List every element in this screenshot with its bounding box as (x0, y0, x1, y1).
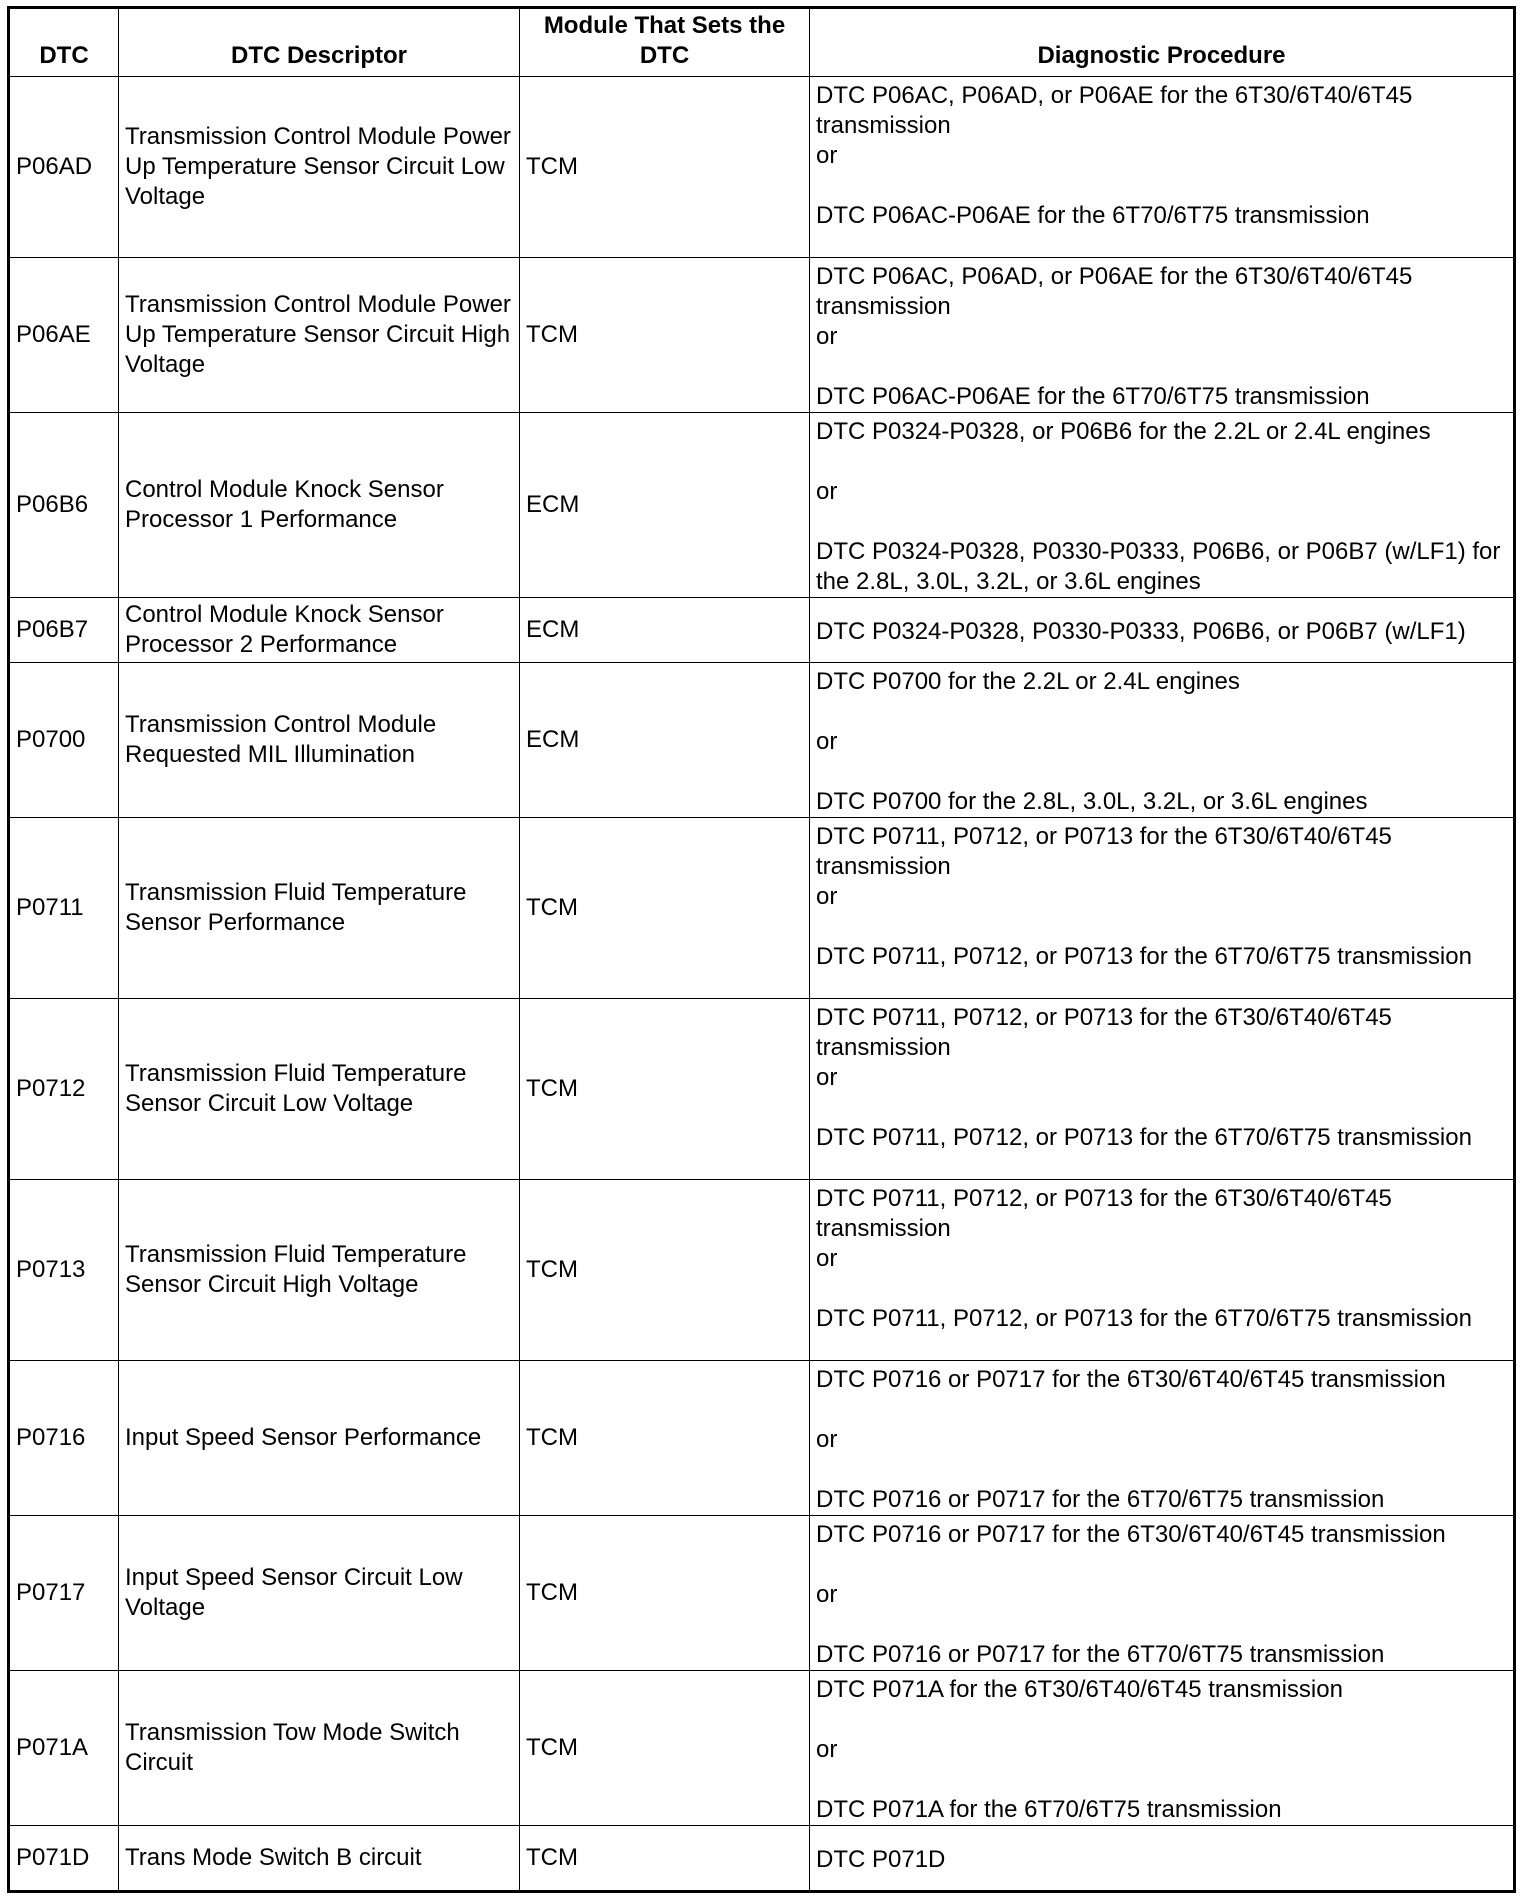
cell-procedure (810, 1826, 1515, 1892)
cell-procedure (810, 663, 1515, 818)
procedure-line: DTC P06AC-P06AE for the 6T70/6T75 transmission (816, 383, 1370, 410)
cell-dtc: P071D (9, 1826, 119, 1892)
procedure-line: or (816, 1581, 838, 1608)
cell-module: TCM (520, 258, 810, 413)
cell-module: TCM (520, 1180, 810, 1361)
procedure-line: DTC P0716 or P0717 for the 6T30/6T40/6T45 transmission (816, 1366, 1446, 1393)
cell-module: TCM (520, 1671, 810, 1826)
cell-module: ECM (520, 663, 810, 818)
procedure-line: DTC P06AC-P06AE for the 6T70/6T75 transmission (816, 202, 1370, 229)
procedure-line: DTC P071A for the 6T30/6T40/6T45 transmission (816, 1676, 1343, 1703)
header-dtc: DTC (9, 8, 119, 77)
table-row (9, 818, 1515, 999)
cell-descriptor: Input Speed Sensor Circuit Low Voltage (119, 1516, 520, 1671)
cell-module: ECM (520, 598, 810, 663)
procedure-line: or (816, 883, 838, 910)
cell-descriptor: Trans Mode Switch B circuit (119, 1826, 520, 1892)
procedure-line: DTC P0711, P0712, or P0713 for the 6T30/6T40/6T45 transmission (816, 1185, 1392, 1242)
procedure-line: DTC P06AC, P06AD, or P06AE for the 6T30/6T40/6T45 transmission (816, 82, 1413, 139)
cell-procedure (810, 1516, 1515, 1671)
cell-dtc: P0717 (9, 1516, 119, 1671)
procedure-line: or (816, 1736, 838, 1763)
header-module: Module That Sets the DTC (520, 8, 810, 77)
cell-descriptor: Transmission Control Module Power Up Temperature Sensor Circuit Low Voltage (119, 77, 520, 258)
table-body (9, 77, 1515, 1892)
cell-procedure (810, 258, 1515, 413)
cell-procedure (810, 77, 1515, 258)
procedure-line: DTC P0711, P0712, or P0713 for the 6T30/6T40/6T45 transmission (816, 823, 1392, 880)
cell-descriptor: Transmission Fluid Temperature Sensor Circuit Low Voltage (119, 999, 520, 1180)
table-row (9, 413, 1515, 598)
table-row (9, 1516, 1515, 1671)
cell-module: TCM (520, 77, 810, 258)
cell-procedure (810, 1361, 1515, 1516)
table-row (9, 1671, 1515, 1826)
table-row (9, 1361, 1515, 1516)
table-row (9, 598, 1515, 663)
header-descriptor: DTC Descriptor (119, 8, 520, 77)
table-row (9, 77, 1515, 258)
cell-dtc: P0700 (9, 663, 119, 818)
cell-module: TCM (520, 999, 810, 1180)
procedure-line: DTC P0711, P0712, or P0713 for the 6T70/6T75 transmission (816, 1305, 1472, 1332)
procedure-line: DTC P06AC, P06AD, or P06AE for the 6T30/6T40/6T45 transmission (816, 263, 1413, 320)
procedure-line: DTC P0716 or P0717 for the 6T70/6T75 transmission (816, 1486, 1385, 1513)
procedure-line: or (816, 1245, 838, 1272)
procedure-line: or (816, 478, 838, 505)
header-procedure: Diagnostic Procedure (810, 8, 1515, 77)
cell-descriptor: Transmission Fluid Temperature Sensor Circuit High Voltage (119, 1180, 520, 1361)
cell-dtc: P0711 (9, 818, 119, 999)
procedure-line: or (816, 1426, 838, 1453)
cell-descriptor: Control Module Knock Sensor Processor 2 Performance (119, 598, 520, 663)
procedure-line: or (816, 323, 838, 350)
procedure-line: DTC P0324-P0328, or P06B6 for the 2.2L or 2.4L engines (816, 418, 1431, 445)
table-row (9, 663, 1515, 818)
cell-dtc: P0712 (9, 999, 119, 1180)
cell-descriptor: Transmission Control Module Power Up Temperature Sensor Circuit High Voltage (119, 258, 520, 413)
table-row (9, 258, 1515, 413)
cell-module: TCM (520, 818, 810, 999)
cell-dtc: P0716 (9, 1361, 119, 1516)
cell-dtc: P06AE (9, 258, 119, 413)
table-row (9, 999, 1515, 1180)
cell-module: ECM (520, 413, 810, 598)
procedure-line: DTC P0716 or P0717 for the 6T70/6T75 transmission (816, 1641, 1385, 1668)
cell-descriptor: Input Speed Sensor Performance (119, 1361, 520, 1516)
cell-dtc: P06B7 (9, 598, 119, 663)
cell-descriptor: Transmission Fluid Temperature Sensor Performance (119, 818, 520, 999)
cell-dtc: P0713 (9, 1180, 119, 1361)
cell-descriptor: Transmission Control Module Requested MIL Illumination (119, 663, 520, 818)
procedure-line: or (816, 728, 838, 755)
procedure-line: DTC P0716 or P0717 for the 6T30/6T40/6T45 transmission (816, 1521, 1446, 1548)
dtc-table (7, 6, 1516, 1893)
procedure-line: or (816, 142, 838, 169)
header-row (9, 8, 1515, 77)
cell-descriptor: Transmission Tow Mode Switch Circuit (119, 1671, 520, 1826)
procedure-line: DTC P0711, P0712, or P0713 for the 6T70/6T75 transmission (816, 943, 1472, 970)
cell-dtc: P06B6 (9, 413, 119, 598)
cell-module: TCM (520, 1361, 810, 1516)
procedure-line: DTC P0324-P0328, P0330-P0333, P06B6, or P06B7 (w/LF1) for the 2.8L, 3.0L, 3.2L, or 3.6L engines (816, 538, 1501, 595)
procedure-line: or (816, 1064, 838, 1091)
cell-dtc: P071A (9, 1671, 119, 1826)
cell-procedure (810, 818, 1515, 999)
table-row (9, 1180, 1515, 1361)
cell-procedure (810, 1671, 1515, 1826)
procedure-line: DTC P0711, P0712, or P0713 for the 6T70/6T75 transmission (816, 1124, 1472, 1151)
procedure-line: DTC P0711, P0712, or P0713 for the 6T30/6T40/6T45 transmission (816, 1004, 1392, 1061)
table-row (9, 1826, 1515, 1892)
cell-module: TCM (520, 1826, 810, 1892)
cell-descriptor: Control Module Knock Sensor Processor 1 Performance (119, 413, 520, 598)
cell-procedure (810, 1180, 1515, 1361)
procedure-line: DTC P0700 for the 2.8L, 3.0L, 3.2L, or 3.6L engines (816, 788, 1368, 815)
procedure-line: DTC P0324-P0328, P0330-P0333, P06B6, or P06B7 (w/LF1) (816, 618, 1466, 645)
cell-procedure (810, 598, 1515, 663)
procedure-line: DTC P0700 for the 2.2L or 2.4L engines (816, 668, 1240, 695)
cell-procedure (810, 413, 1515, 598)
cell-procedure (810, 999, 1515, 1180)
cell-dtc: P06AD (9, 77, 119, 258)
cell-module: TCM (520, 1516, 810, 1671)
procedure-line: DTC P071A for the 6T70/6T75 transmission (816, 1796, 1282, 1823)
procedure-line: DTC P071D (816, 1846, 946, 1873)
